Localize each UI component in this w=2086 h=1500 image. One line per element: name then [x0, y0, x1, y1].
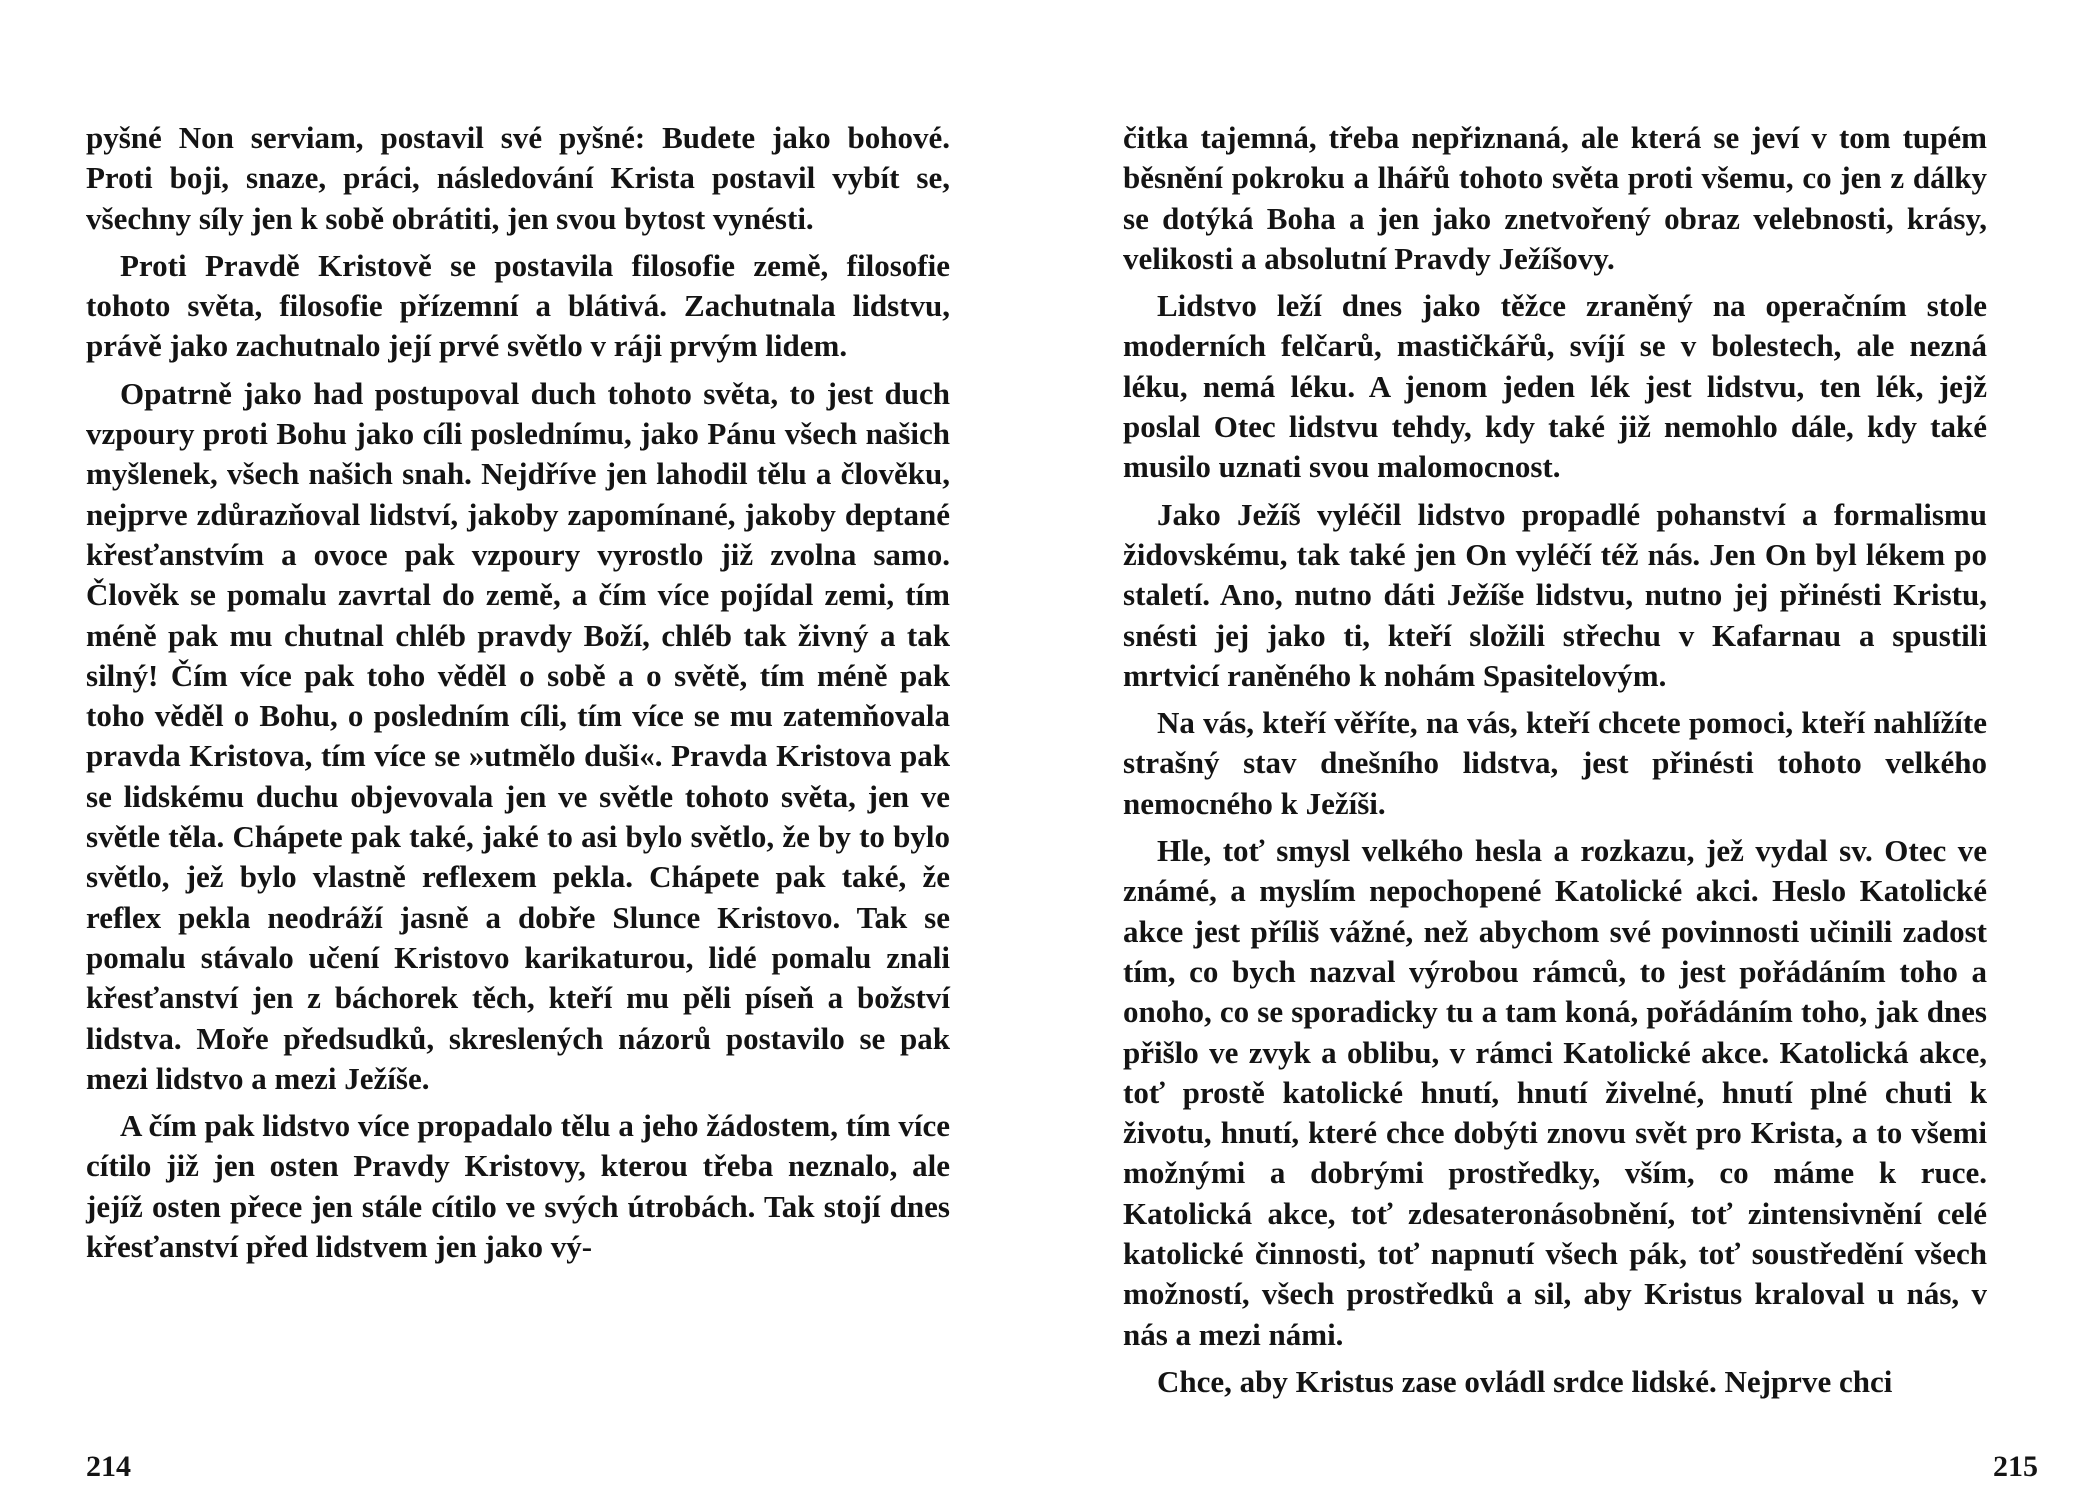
paragraph: Proti Pravdě Kristově se postavila filosofie země, filosofie tohoto světa, filosofie přízemní a blátivá. Zachutnala lidstvu, právě jako zachutnalo její prvé světlo v ráji prvým lidem.	[86, 247, 950, 364]
left-page-text	[86, 118, 950, 1267]
paragraph: Lidstvo leží dnes jako těžce zraněný na operačním stole moderních felčarů, mastičkářů, svíjí se v bolestech, ale nezná léku, nemá léku. A jenom jeden lék jest lidstvu, ten lék, jejž poslal Otec lidstvu tehdy, kdy také již nemohlo dále, kdy také musilo uznati svou malomocnost.	[1123, 288, 1987, 485]
page-number: 214	[86, 1450, 131, 1483]
right-page-text	[1123, 118, 1987, 1402]
page-number: 215	[1993, 1450, 2038, 1483]
paragraph: Opatrně jako had postupoval duch tohoto světa, to jest duch vzpoury proti Bohu jako cíli poslednímu, jako Pánu všech našich myšlenek, všech našich snah. Nejdříve jen lahodil tělu a člověku, nejprve zdůrazňoval lidství, jakoby zapomínané, jakoby deptané křesťanstvím a ovoce pak vzpoury vyrostlo již zvolna samo. Člověk se pomalu zavrtal do země, a čím více pojídal zemi, tím méně pak mu chutnal chléb pravdy Boží, chléb tak živný a tak silný! Čím více pak toho věděl o sobě a o světě, tím méně pak toho věděl o Bohu, o posledním cíli, tím více se mu zatemňovala pravda Kristova, tím více se »utmělo duši«. Pravda Kristova pak se lidskému duchu objevovala jen ve světle tohoto světa, jen ve světle těla. Chápete pak také, jaké to asi bylo světlo, že by to bylo světlo, jež bylo vlastně reflexem pekla. Chápete pak také, že reflex pekla neodráží jasně a dobře Slunce Kristovo. Tak se pomalu stávalo učení Kristovo karikaturou, lidé pomalu znali křesťanství jen z báchorek těch, kteří mu pěli píseň a božství lidstva. Moře předsudků, skreslených názorů postavilo se pak mezi lidstvo a mezi Ježíše.	[86, 375, 950, 1096]
paragraph: Na vás, kteří věříte, na vás, kteří chcete pomoci, kteří nahlížíte strašný stav dnešního lidstva, jest přinésti tohoto velkého nemocného k Ježíši.	[1123, 705, 1987, 821]
paragraph: A čím pak lidstvo více propadalo tělu a jeho žádostem, tím více cítilo již jen osten Pravdy Kristovy, kterou třeba neznalo, ale jejíž osten přece jen stále cítilo ve svých útrobách. Tak stojí dnes křesťanství před lidstvem jen jako vý-	[86, 1108, 950, 1265]
right-page	[1043, 0, 2086, 1500]
paragraph: Chce, aby Kristus zase ovládl srdce lidské. Nejprve chci	[1157, 1363, 1893, 1399]
paragraph: čitka tajemná, třeba nepřiznaná, ale která se jeví v tom tupém běsnění pokroku a lhářů tohoto světa proti všemu, co jen z dálky se dotýká Boha a jen jako znetvořený obraz velebnosti, krásy, velikosti a absolutní Pravdy Ježíšovy.	[1123, 120, 1987, 276]
paragraph: Hle, toť smysl velkého hesla a rozkazu, jež vydal sv. Otec ve známé, a myslím nepochopené Katolické akci. Heslo Katolické akce jest příliš vážné, než abychom své povinnosti učinili zadost tím, co bych nazval výrobou rámců, to jest pořádáním toho a onoho, co se sporadicky tu a tam koná, pořádáním toho, jak dnes přišlo ve zvyk a oblibu, v rámci Katolické akce. Katolická akce, toť prostě katolické hnutí, hnutí živelné, hnutí plné chuti k životu, hnutí, které chce dobýti znovu svět pro Krista, a to všemi možnými a dobrými prostředky, vším, co máme k ruce. Katolická akce, toť zdesateronásobnění, toť zintensivnění celé katolické činnosti, toť napnutí všech pák, toť soustředění všech možností, všech prostředků a sil, aby Kristus kraloval u nás, v nás a mezi námi.	[1123, 833, 1987, 1352]
paragraph: pyšné Non serviam, postavil své pyšné: Budete jako bohové. Proti boji, snaze, práci, následování Krista postavil vybít se, všechny síly jen k sobě obrátiti, jen svou bytost vynésti.	[86, 120, 950, 236]
paragraph: Jako Ježíš vyléčil lidstvo propadlé pohanství a formalismu židovskému, tak také jen On vyléčí též nás. Jen On byl lékem po staletí. Ano, nutno dáti Ježíše lidstvu, nutno jej přinésti Kristu, snésti jej jako ti, kteří složili střechu v Kafarnau a spustili mrtvicí raněného k nohám Spasitelovým.	[1123, 496, 1987, 693]
